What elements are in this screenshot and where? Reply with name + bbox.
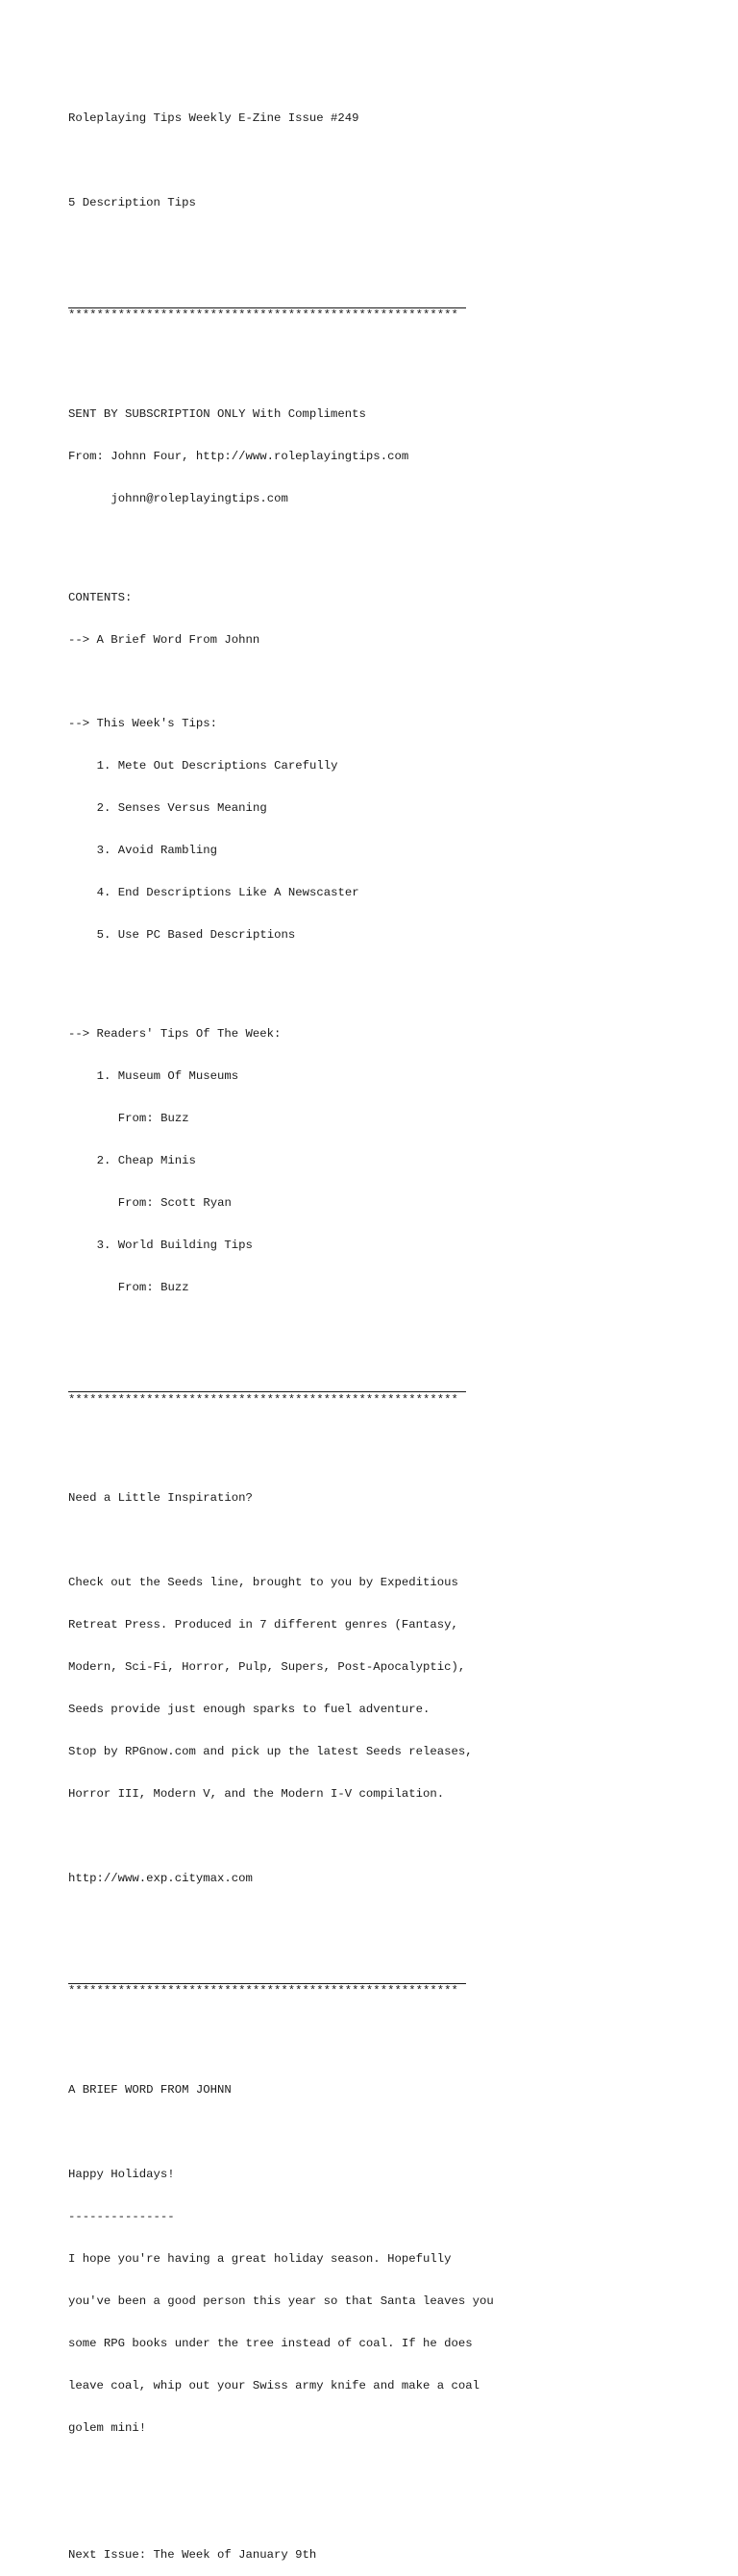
- reader-tip-title: 1. Museum Of Museums: [96, 1068, 239, 1083]
- reader-tip-from: From: Buzz: [117, 1111, 189, 1125]
- ad-url: http://www.exp.citymax.com: [68, 1872, 253, 1886]
- brief-word-line: you've been a good person this year so that Santa leaves you: [68, 2294, 494, 2308]
- contents-tips-heading: --> This Week's Tips:: [68, 717, 217, 731]
- tip-item: 2. Senses Versus Meaning: [96, 801, 267, 816]
- ad-line: Seeds provide just enough sparks to fuel adventure.: [68, 1703, 430, 1717]
- brief-word-line: some RPG books under the tree instead of coal. If he does: [68, 2336, 473, 2350]
- subscription-line: SENT BY SUBSCRIPTION ONLY With Compliments: [68, 407, 366, 422]
- document-subtitle: 5 Description Tips: [68, 196, 196, 210]
- ad-line: Horror III, Modern V, and the Modern I-V compilation.: [68, 1787, 445, 1802]
- ad-line: Check out the Seeds line, brought to you by Expeditious: [68, 1576, 458, 1590]
- section-separator: [68, 295, 702, 323]
- separator-stars: *******************************************************: [68, 308, 458, 323]
- tip-item: 5. Use PC Based Descriptions: [96, 928, 296, 943]
- section-separator: [68, 1379, 702, 1407]
- ezine-document: [68, 84, 702, 2576]
- email-line: johnn@roleplayingtips.com: [111, 491, 288, 505]
- ad-heading: Need a Little Inspiration?: [68, 1491, 253, 1506]
- ad-line: Stop by RPGnow.com and pick up the latest Seeds releases,: [68, 1745, 473, 1759]
- readers-tips-heading: --> Readers' Tips Of The Week:: [68, 1026, 282, 1041]
- section-separator: [68, 1971, 702, 1999]
- from-line: From: Johnn Four, http://www.roleplayingtips.com: [68, 450, 409, 463]
- separator-stars: *******************************************************: [68, 1392, 458, 1407]
- contents-heading: CONTENTS:: [68, 590, 133, 604]
- reader-tip-from: From: Scott Ryan: [117, 1195, 232, 1210]
- separator-stars: *******************************************************: [68, 1984, 458, 1999]
- brief-word-heading: A BRIEF WORD FROM JOHNN: [68, 2082, 232, 2097]
- reader-tip-from: From: Buzz: [117, 1280, 189, 1294]
- tip-item: 3. Avoid Rambling: [96, 844, 218, 858]
- reader-tip-title: 3. World Building Tips: [96, 1238, 253, 1252]
- reader-tip-title: 2. Cheap Minis: [96, 1153, 196, 1167]
- brief-word-line: I hope you're having a great holiday season. Hopefully: [68, 2251, 452, 2266]
- brief-word-line: leave coal, whip out your Swiss army knife and make a coal: [68, 2378, 480, 2392]
- brief-word-subheading: Happy Holidays!: [68, 2167, 175, 2181]
- brief-word-line: golem mini!: [68, 2420, 147, 2435]
- tip-item: 1. Mete Out Descriptions Carefully: [96, 759, 338, 773]
- document-title: Roleplaying Tips Weekly E-Zine Issue #249: [68, 111, 359, 126]
- ad-line: Modern, Sci-Fi, Horror, Pulp, Supers, Post-Apocalyptic),: [68, 1660, 466, 1675]
- subheading-underline: ---------------: [68, 2209, 175, 2223]
- contents-brief-word: --> A Brief Word From Johnn: [68, 632, 260, 647]
- ad-line: Retreat Press. Produced in 7 different genres (Fantasy,: [68, 1618, 458, 1632]
- tip-item: 4. End Descriptions Like A Newscaster: [96, 886, 359, 900]
- next-issue-line: Next Issue: The Week of January 9th: [68, 2547, 317, 2562]
